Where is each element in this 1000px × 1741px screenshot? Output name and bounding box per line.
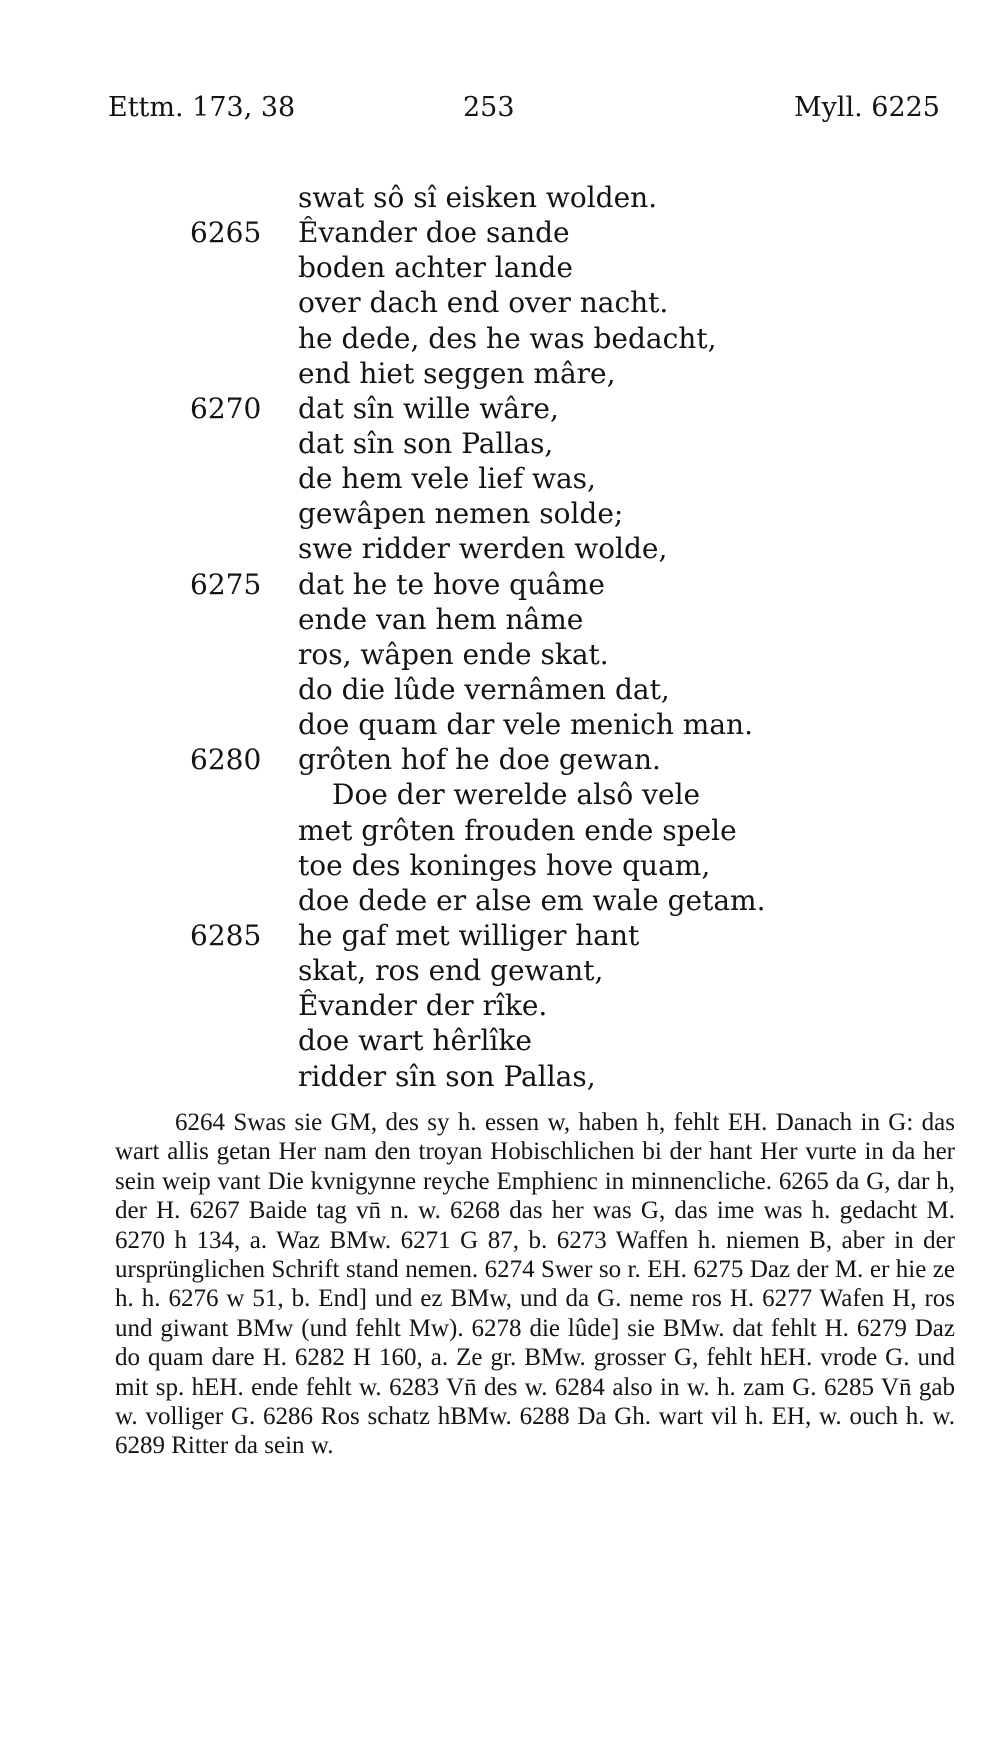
- verse-line-text: boden achter lande: [298, 251, 573, 285]
- verse-line: [0, 777, 1000, 812]
- verse-line: [0, 321, 1000, 356]
- verse-line-text: skat, ros end gewant,: [298, 954, 604, 988]
- header-left-reference: Ettm. 173, 38: [108, 92, 296, 123]
- verse-line-text: grôten hof he doe gewan.: [298, 743, 661, 777]
- note-6268: 6268 das her was G, das ime was h. gedacht M.: [450, 1197, 955, 1225]
- verse-line-text: doe dede er alse em wale getam.: [298, 883, 766, 917]
- verse-line: [0, 356, 1000, 391]
- verse-line: [0, 426, 1000, 461]
- verse-line-text: he dede, des he was bedacht,: [298, 321, 717, 355]
- verse-line: [0, 215, 1000, 250]
- verse-line: [0, 813, 1000, 848]
- verse-line-text: he gaf met williger hant: [298, 918, 640, 952]
- line-number: 6265: [190, 216, 262, 250]
- verse-line: [0, 742, 1000, 777]
- verse-line-text: swat sô sî eisken wolden.: [298, 181, 658, 214]
- verse-line: [0, 602, 1000, 637]
- verse-line: [0, 988, 1000, 1023]
- note-6284: 6284 also in w. h. zam G.: [554, 1373, 817, 1401]
- note-6276: 6276 w 51, b. End] und ez BMw, und da G. neme ros H.: [168, 1285, 755, 1313]
- verse-line: [0, 637, 1000, 672]
- verse-line: [0, 567, 1000, 602]
- apparatus-paragraph: [115, 1108, 955, 1461]
- verse-text: [0, 180, 1000, 1094]
- verse-line-text: dat he te hove quâme: [298, 567, 605, 601]
- verse-line: [0, 285, 1000, 320]
- note-6285: 6285 Vn̄ gab w. volliger G.: [115, 1373, 955, 1431]
- verse-line-text: ridder sîn son Pallas,: [298, 1059, 596, 1093]
- line-number: 6285: [190, 918, 262, 952]
- verse-line: [0, 1023, 1000, 1058]
- verse-line-text: de hem vele lief was,: [298, 462, 596, 496]
- note-6286: 6286 Ros schatz hBMw.: [263, 1403, 512, 1431]
- note-6275: 6275 Daz der M. er hie ze h. h.: [115, 1256, 955, 1313]
- verse-line: [0, 461, 1000, 496]
- verse-line-text: swe ridder werden wolde,: [298, 532, 668, 566]
- verse-line-text: dat sîn son Pallas,: [298, 426, 554, 460]
- verse-line: [0, 391, 1000, 426]
- verse-line: [0, 180, 1000, 215]
- running-header: [0, 92, 1000, 132]
- verse-line-text: ros, wâpen ende skat.: [298, 637, 609, 671]
- verse-line: [0, 496, 1000, 531]
- verse-line-text: end hiet seggen mâre,: [298, 356, 616, 390]
- verse-line: [0, 918, 1000, 953]
- verse-line-text: dat sîn wille wâre,: [298, 391, 559, 425]
- note-6288: 6288 Da Gh. wart vil h. EH, w. ouch h. w.: [519, 1403, 956, 1431]
- note-6283: 6283 Vn̄ des w.: [389, 1373, 548, 1401]
- verse-line-text: doe quam dar vele menich man.: [298, 708, 753, 742]
- note-6270: 6270 h 134, a. Waz BMw.: [115, 1226, 392, 1254]
- verse-line: [0, 883, 1000, 918]
- note-6282: 6282 H 160, a. Ze gr. BMw. grosser G, fehlt hEH. vrode G. und mit sp. hEH. ende fehlt w.: [115, 1344, 955, 1401]
- verse-line-text: met grôten frouden ende spele: [298, 813, 737, 847]
- verse-line-text: Êvander doe sande: [298, 216, 570, 250]
- verse-line: [0, 1059, 1000, 1094]
- note-6273: 6273 Waffen h. niemen B, aber in der ursprünglichen Schrift stand nemen.: [115, 1226, 956, 1284]
- verse-line: [0, 848, 1000, 883]
- note-6279: 6279 Daz do quam dare H.: [115, 1314, 955, 1372]
- note-6265: 6265 da G, dar h, der H.: [115, 1167, 955, 1225]
- verse-line: [0, 531, 1000, 566]
- note-6274: 6274 Swer so r. EH.: [484, 1256, 687, 1284]
- verse-line-text: toe des koninges hove quam,: [298, 848, 711, 882]
- verse-line-text: gewâpen nemen solde;: [298, 497, 624, 531]
- verse-line: [0, 250, 1000, 285]
- critical-apparatus: [115, 1108, 955, 1461]
- note-6264: 6264 Swas sie GM, des sy h. essen w, haben h, fehlt EH. Danach in G: das wart allis getan Her nam den troyan Hobischlichen bi der hant Her vurte in da her sein weip vant Die kvnigynne reyche Emphienc in minnencliche.: [115, 1109, 955, 1195]
- line-number: 6270: [190, 391, 262, 425]
- note-6271: 6271 G 87, b.: [400, 1226, 548, 1254]
- verse-line-text: Doe der werelde alsô vele: [332, 778, 701, 812]
- header-right-reference: Myll. 6225: [793, 92, 940, 123]
- page-number: 253: [463, 92, 515, 123]
- verse-line-text: over dach end over nacht.: [298, 286, 669, 320]
- line-number: 6275: [190, 567, 262, 601]
- verse-line-text: doe wart hêrlîke: [298, 1024, 532, 1058]
- note-6267: 6267 Baide tag vn̄ n. w.: [189, 1197, 441, 1225]
- verse-line-text: do die lûde vernâmen dat,: [298, 672, 670, 706]
- verse-line-text: Êvander der rîke.: [298, 989, 548, 1023]
- verse-line: [0, 672, 1000, 707]
- note-6289: 6289 Ritter da sein w.: [115, 1432, 334, 1460]
- note-6277: 6277 Wafen H, ros und giwant BMw (und fehlt Mw).: [115, 1285, 956, 1342]
- verse-line: [0, 707, 1000, 742]
- verse-line: [0, 953, 1000, 988]
- line-number: 6280: [190, 743, 262, 777]
- verse-line-text: ende van hem nâme: [298, 602, 584, 636]
- note-6278: 6278 die lûde] sie BMw. dat fehlt H.: [471, 1314, 849, 1342]
